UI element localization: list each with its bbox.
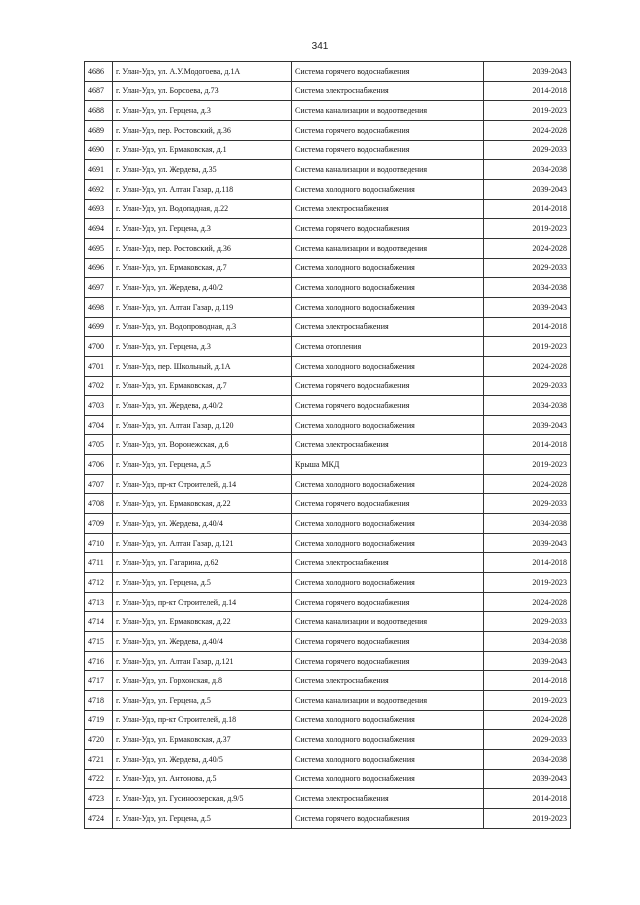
address-cell: г. Улан-Удэ, ул. Алтан Газар, д.121	[113, 651, 292, 671]
table-row	[85, 808, 571, 828]
period-cell: 2014-2018	[484, 435, 571, 455]
row-number-cell: 4722	[85, 769, 113, 789]
system-cell: Система отопления	[292, 337, 484, 357]
period-cell: 2024-2028	[484, 710, 571, 730]
period-cell: 2024-2028	[484, 120, 571, 140]
period-cell: 2024-2028	[484, 356, 571, 376]
period-cell: 2039-2043	[484, 297, 571, 317]
row-number-cell: 4714	[85, 612, 113, 632]
row-number-cell: 4689	[85, 120, 113, 140]
address-cell: г. Улан-Удэ, пер. Ростовский, д.36	[113, 120, 292, 140]
address-cell: г. Улан-Удэ, пр-кт Строителей, д.14	[113, 592, 292, 612]
table-row	[85, 671, 571, 691]
page-number: 341	[311, 41, 329, 52]
period-cell: 2014-2018	[484, 553, 571, 573]
period-cell: 2029-2033	[484, 494, 571, 514]
period-cell: 2014-2018	[484, 317, 571, 337]
address-cell: г. Улан-Удэ, ул. Водопадная, д.22	[113, 199, 292, 219]
system-cell: Система горячего водоснабжения	[292, 632, 484, 652]
period-cell: 2039-2043	[484, 651, 571, 671]
table-row	[85, 573, 571, 593]
period-cell: 2019-2023	[484, 219, 571, 239]
row-number-cell: 4686	[85, 62, 113, 82]
address-cell: г. Улан-Удэ, ул. Жердева, д.40/2	[113, 396, 292, 416]
system-cell: Система горячего водоснабжения	[292, 592, 484, 612]
address-cell: г. Улан-Удэ, ул. Ермаковская, д.1	[113, 140, 292, 160]
system-cell: Система холодного водоснабжения	[292, 710, 484, 730]
address-cell: г. Улан-Удэ, ул. Жердева, д.35	[113, 160, 292, 180]
table-row	[85, 612, 571, 632]
row-number-cell: 4705	[85, 435, 113, 455]
address-cell: г. Улан-Удэ, пр-кт Строителей, д.18	[113, 710, 292, 730]
system-cell: Система холодного водоснабжения	[292, 258, 484, 278]
period-cell: 2019-2023	[484, 337, 571, 357]
address-cell: г. Улан-Удэ, ул. Жердева, д.40/4	[113, 632, 292, 652]
system-cell: Крыша МКД	[292, 455, 484, 475]
row-number-cell: 4691	[85, 160, 113, 180]
period-cell: 2029-2033	[484, 730, 571, 750]
table-row	[85, 691, 571, 711]
table-row	[85, 199, 571, 219]
period-cell: 2019-2023	[484, 808, 571, 828]
table-row	[85, 789, 571, 809]
row-number-cell: 4697	[85, 278, 113, 298]
address-cell: г. Улан-Удэ, пр-кт Строителей, д.14	[113, 474, 292, 494]
row-number-cell: 4724	[85, 808, 113, 828]
period-cell: 2029-2033	[484, 140, 571, 160]
system-cell: Система горячего водоснабжения	[292, 62, 484, 82]
period-cell: 2039-2043	[484, 415, 571, 435]
registry-table-body	[85, 62, 571, 829]
table-row	[85, 396, 571, 416]
table-row	[85, 317, 571, 337]
system-cell: Система электроснабжения	[292, 81, 484, 101]
row-number-cell: 4709	[85, 514, 113, 534]
system-cell: Система канализации и водоотведения	[292, 238, 484, 258]
table-row	[85, 258, 571, 278]
address-cell: г. Улан-Удэ, ул. Ермаковская, д.37	[113, 730, 292, 750]
table-row	[85, 592, 571, 612]
row-number-cell: 4718	[85, 691, 113, 711]
table-row	[85, 337, 571, 357]
address-cell: г. Улан-Удэ, ул. Ермаковская, д.22	[113, 612, 292, 632]
system-cell: Система холодного водоснабжения	[292, 474, 484, 494]
system-cell: Система горячего водоснабжения	[292, 808, 484, 828]
row-number-cell: 4711	[85, 553, 113, 573]
row-number-cell: 4696	[85, 258, 113, 278]
period-cell: 2039-2043	[484, 769, 571, 789]
table-row	[85, 494, 571, 514]
system-cell: Система холодного водоснабжения	[292, 356, 484, 376]
row-number-cell: 4702	[85, 376, 113, 396]
address-cell: г. Улан-Удэ, ул. Алтан Газар, д.118	[113, 179, 292, 199]
table-row	[85, 533, 571, 553]
system-cell: Система горячего водоснабжения	[292, 140, 484, 160]
system-cell: Система канализации и водоотведения	[292, 612, 484, 632]
address-cell: г. Улан-Удэ, ул. Борсоева, д.73	[113, 81, 292, 101]
table-row	[85, 297, 571, 317]
table-row	[85, 238, 571, 258]
table-row	[85, 101, 571, 121]
period-cell: 2039-2043	[484, 533, 571, 553]
period-cell: 2034-2038	[484, 396, 571, 416]
period-cell: 2014-2018	[484, 81, 571, 101]
system-cell: Система канализации и водоотведения	[292, 691, 484, 711]
table-row	[85, 651, 571, 671]
table-row	[85, 278, 571, 298]
period-cell: 2034-2038	[484, 514, 571, 534]
address-cell: г. Улан-Удэ, ул. Герцена, д.5	[113, 455, 292, 475]
period-cell: 2029-2033	[484, 258, 571, 278]
system-cell: Система горячего водоснабжения	[292, 120, 484, 140]
row-number-cell: 4687	[85, 81, 113, 101]
period-cell: 2034-2038	[484, 632, 571, 652]
row-number-cell: 4704	[85, 415, 113, 435]
table-row	[85, 415, 571, 435]
row-number-cell: 4713	[85, 592, 113, 612]
address-cell: г. Улан-Удэ, ул. Воронежская, д.6	[113, 435, 292, 455]
row-number-cell: 4698	[85, 297, 113, 317]
period-cell: 2034-2038	[484, 278, 571, 298]
address-cell: г. Улан-Удэ, ул. Герцена, д.5	[113, 691, 292, 711]
registry-table	[84, 61, 571, 829]
system-cell: Система горячего водоснабжения	[292, 494, 484, 514]
address-cell: г. Улан-Удэ, ул. Герцена, д.3	[113, 101, 292, 121]
address-cell: г. Улан-Удэ, ул. Гусиноозерская, д.9/5	[113, 789, 292, 809]
system-cell: Система электроснабжения	[292, 317, 484, 337]
system-cell: Система горячего водоснабжения	[292, 396, 484, 416]
row-number-cell: 4719	[85, 710, 113, 730]
address-cell: г. Улан-Удэ, ул. Ермаковская, д.7	[113, 258, 292, 278]
address-cell: г. Улан-Удэ, пер. Школьный, д.1А	[113, 356, 292, 376]
period-cell: 2014-2018	[484, 199, 571, 219]
system-cell: Система горячего водоснабжения	[292, 376, 484, 396]
row-number-cell: 4699	[85, 317, 113, 337]
system-cell: Система электроснабжения	[292, 789, 484, 809]
address-cell: г. Улан-Удэ, ул. Герцена, д.5	[113, 808, 292, 828]
address-cell: г. Улан-Удэ, ул. Жердева, д.40/5	[113, 749, 292, 769]
row-number-cell: 4694	[85, 219, 113, 239]
system-cell: Система горячего водоснабжения	[292, 651, 484, 671]
address-cell: г. Улан-Удэ, ул. Герцена, д.3	[113, 219, 292, 239]
system-cell: Система холодного водоснабжения	[292, 730, 484, 750]
system-cell: Система холодного водоснабжения	[292, 415, 484, 435]
system-cell: Система электроснабжения	[292, 553, 484, 573]
address-cell: г. Улан-Удэ, пер. Ростовский, д.36	[113, 238, 292, 258]
table-row	[85, 632, 571, 652]
row-number-cell: 4707	[85, 474, 113, 494]
period-cell: 2024-2028	[484, 474, 571, 494]
table-row	[85, 179, 571, 199]
table-row	[85, 120, 571, 140]
period-cell: 2014-2018	[484, 671, 571, 691]
row-number-cell: 4688	[85, 101, 113, 121]
row-number-cell: 4700	[85, 337, 113, 357]
row-number-cell: 4690	[85, 140, 113, 160]
row-number-cell: 4720	[85, 730, 113, 750]
table-row	[85, 455, 571, 475]
address-cell: г. Улан-Удэ, ул. Водопроводная, д.3	[113, 317, 292, 337]
system-cell: Система электроснабжения	[292, 435, 484, 455]
table-row	[85, 710, 571, 730]
system-cell: Система горячего водоснабжения	[292, 219, 484, 239]
row-number-cell: 4706	[85, 455, 113, 475]
table-row	[85, 160, 571, 180]
table-row	[85, 769, 571, 789]
period-cell: 2014-2018	[484, 789, 571, 809]
table-row	[85, 376, 571, 396]
period-cell: 2034-2038	[484, 160, 571, 180]
address-cell: г. Улан-Удэ, ул. Герцена, д.5	[113, 573, 292, 593]
row-number-cell: 4693	[85, 199, 113, 219]
row-number-cell: 4723	[85, 789, 113, 809]
address-cell: г. Улан-Удэ, ул. Герцена, д.3	[113, 337, 292, 357]
period-cell: 2019-2023	[484, 573, 571, 593]
system-cell: Система холодного водоснабжения	[292, 278, 484, 298]
period-cell: 2029-2033	[484, 376, 571, 396]
address-cell: г. Улан-Удэ, ул. Антонова, д.5	[113, 769, 292, 789]
address-cell: г. Улан-Удэ, ул. Жердева, д.40/4	[113, 514, 292, 534]
table-row	[85, 81, 571, 101]
table-row	[85, 474, 571, 494]
row-number-cell: 4695	[85, 238, 113, 258]
row-number-cell: 4712	[85, 573, 113, 593]
table-row	[85, 219, 571, 239]
address-cell: г. Улан-Удэ, ул. Алтан Газар, д.120	[113, 415, 292, 435]
table-row	[85, 553, 571, 573]
system-cell: Система холодного водоснабжения	[292, 533, 484, 553]
system-cell: Система холодного водоснабжения	[292, 514, 484, 534]
address-cell: г. Улан-Удэ, ул. Ермаковская, д.7	[113, 376, 292, 396]
period-cell: 2024-2028	[484, 238, 571, 258]
table-row	[85, 140, 571, 160]
row-number-cell: 4717	[85, 671, 113, 691]
period-cell: 2029-2033	[484, 612, 571, 632]
row-number-cell: 4708	[85, 494, 113, 514]
period-cell: 2039-2043	[484, 62, 571, 82]
period-cell: 2039-2043	[484, 179, 571, 199]
row-number-cell: 4716	[85, 651, 113, 671]
system-cell: Система холодного водоснабжения	[292, 769, 484, 789]
row-number-cell: 4715	[85, 632, 113, 652]
row-number-cell: 4692	[85, 179, 113, 199]
table-row	[85, 356, 571, 376]
system-cell: Система электроснабжения	[292, 671, 484, 691]
row-number-cell: 4710	[85, 533, 113, 553]
row-number-cell: 4721	[85, 749, 113, 769]
address-cell: г. Улан-Удэ, ул. Горхонская, д.8	[113, 671, 292, 691]
system-cell: Система канализации и водоотведения	[292, 160, 484, 180]
table-row	[85, 730, 571, 750]
period-cell: 2024-2028	[484, 592, 571, 612]
period-cell: 2019-2023	[484, 455, 571, 475]
row-number-cell: 4703	[85, 396, 113, 416]
period-cell: 2019-2023	[484, 691, 571, 711]
table-row	[85, 435, 571, 455]
row-number-cell: 4701	[85, 356, 113, 376]
system-cell: Система холодного водоснабжения	[292, 573, 484, 593]
address-cell: г. Улан-Удэ, ул. Алтан Газар, д.119	[113, 297, 292, 317]
address-cell: г. Улан-Удэ, ул. Жердева, д.40/2	[113, 278, 292, 298]
address-cell: г. Улан-Удэ, ул. Ермаковская, д.22	[113, 494, 292, 514]
system-cell: Система электроснабжения	[292, 199, 484, 219]
table-row	[85, 749, 571, 769]
address-cell: г. Улан-Удэ, ул. А.У.Модогоева, д.1А	[113, 62, 292, 82]
table-row	[85, 514, 571, 534]
address-cell: г. Улан-Удэ, ул. Гагарина, д.62	[113, 553, 292, 573]
system-cell: Система холодного водоснабжения	[292, 297, 484, 317]
period-cell: 2019-2023	[484, 101, 571, 121]
system-cell: Система холодного водоснабжения	[292, 749, 484, 769]
address-cell: г. Улан-Удэ, ул. Алтан Газар, д.121	[113, 533, 292, 553]
system-cell: Система канализации и водоотведения	[292, 101, 484, 121]
table-row	[85, 62, 571, 82]
system-cell: Система холодного водоснабжения	[292, 179, 484, 199]
period-cell: 2034-2038	[484, 749, 571, 769]
